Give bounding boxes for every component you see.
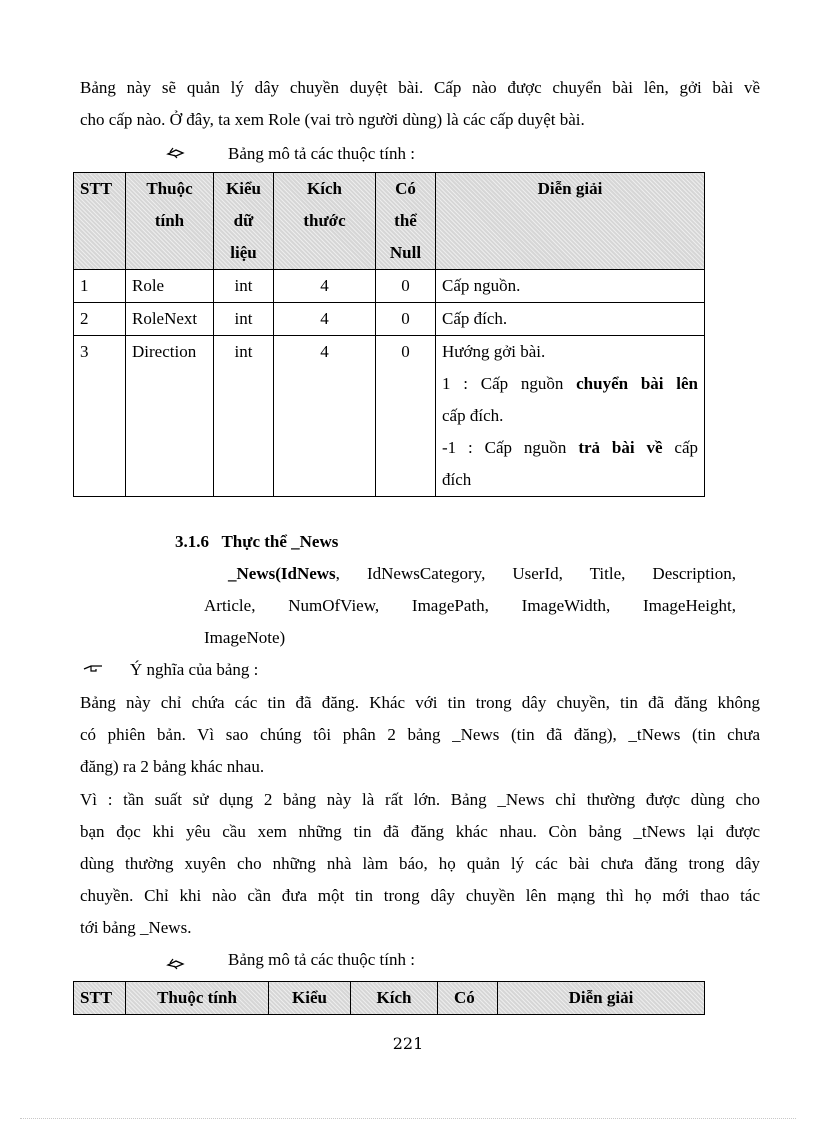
header-kich: Kích (351, 982, 438, 1015)
header-thuoc-tinh: Thuộc tính (126, 173, 214, 270)
schema-definition (204, 558, 736, 654)
table2-header-row (74, 982, 705, 1015)
text-line: đăng) ra 2 bảng khác nhau. (80, 757, 265, 776)
cell-size: 4 (274, 270, 376, 303)
header-stt: STT (74, 982, 126, 1015)
header-thuoc-tinh: Thuộc tính (126, 982, 269, 1015)
cell-null: 0 (376, 336, 436, 497)
table1-caption: Bảng mô tả các thuộc tính : (228, 144, 415, 163)
table-row (74, 303, 705, 336)
intro-line-1: Bảng này sẽ quản lý dây chuyền duyệt bài. Cấp nào được chuyển bài lên, gởi bài về (80, 78, 760, 97)
desc-line: -1 : Cấp nguồn trả bài về cấp (442, 438, 698, 457)
cell-stt: 2 (74, 303, 126, 336)
page-number: 221 (392, 1034, 424, 1053)
table2-caption: Bảng mô tả các thuộc tính : (228, 950, 415, 969)
cell-type: int (214, 270, 274, 303)
cell-desc: Cấp nguồn. (436, 270, 705, 303)
header-dien-giai: Diễn giải (498, 982, 705, 1015)
cell-desc: Cấp đích. (436, 303, 705, 336)
table-row (74, 336, 705, 497)
hand-writing-icon (166, 142, 186, 162)
cell-type: int (214, 336, 274, 497)
header-dien-giai: Diễn giải (436, 173, 705, 270)
table1-header-row (74, 173, 705, 270)
desc-line: cấp đích. (442, 406, 504, 425)
header-stt: STT (74, 173, 126, 270)
desc-line: đích (442, 470, 472, 489)
cell-name: RoleNext (126, 303, 214, 336)
intro-line-2: cho cấp nào. Ở đây, ta xem Role (vai trò người dùng) là các cấp duyệt bài. (80, 110, 585, 129)
header-kieu-du-lieu: Kiểu dữ liệu (214, 173, 274, 270)
hand-writing-icon (166, 953, 186, 973)
page-bottom-divider (20, 1118, 796, 1120)
header-kieu: Kiểu (269, 982, 351, 1015)
text-line: có phiên bản. Vì sao chúng tôi phân 2 bảng _News (tin đã đăng), _tNews (tin chưa (80, 725, 760, 744)
text-line: tới bảng _News. (80, 918, 192, 937)
desc-line: Hướng gởi bài. (442, 342, 546, 361)
meaning-paragraph-2 (80, 784, 760, 944)
meaning-paragraph-1 (80, 687, 760, 783)
cell-size: 4 (274, 336, 376, 497)
cell-desc (436, 336, 705, 497)
text-line: Bảng này chỉ chứa các tin đã đăng. Khác với tin trong dây chuyền, tin đã đăng không (80, 693, 760, 712)
section-number: 3.1.6 (175, 532, 209, 551)
section-heading (175, 526, 338, 558)
cell-null: 0 (376, 270, 436, 303)
schema-line: ImageNote) (204, 628, 286, 647)
attributes-table-1 (73, 172, 705, 497)
cell-size: 4 (274, 303, 376, 336)
cell-stt: 3 (74, 336, 126, 497)
header-kich-thuoc: Kích thước (274, 173, 376, 270)
cell-stt: 1 (74, 270, 126, 303)
text-line: dùng thường xuyên cho những nhà làm báo, họ quản lý các bài chưa đăng trong dây (80, 854, 760, 873)
table-row (74, 270, 705, 303)
cell-type: int (214, 303, 274, 336)
attributes-table-2 (73, 981, 705, 1015)
schema-line: Article, NumOfView, ImagePath, ImageWidth, ImageHeight, (204, 596, 736, 615)
cell-name: Role (126, 270, 214, 303)
text-line: Vì : tần suất sử dụng 2 bảng này là rất lớn. Bảng _News chỉ thường được dùng cho (80, 790, 760, 809)
text-line: bạn đọc khi yêu cầu xem những tin đã đăng khác nhau. Còn bảng _tNews lại được (80, 822, 760, 841)
cell-name: Direction (126, 336, 214, 497)
desc-line: 1 : Cấp nguồn chuyển bài lên (442, 374, 699, 393)
text-line: chuyền. Chỉ khi nào cần đưa một tin trong dây chuyền lên mạng thì họ mới thao tác (80, 886, 760, 905)
intro-paragraph (80, 72, 760, 136)
section-title: Thực thể _News (221, 532, 339, 551)
pointing-hand-icon (82, 660, 106, 676)
header-co: Có (438, 982, 498, 1015)
meaning-title: Ý nghĩa của bảng : (130, 660, 259, 679)
cell-null: 0 (376, 303, 436, 336)
schema-line: _News(IdNews, IdNewsCategory, UserId, Title, Description, (228, 564, 736, 583)
header-co-the-null: Có thể Null (376, 173, 436, 270)
